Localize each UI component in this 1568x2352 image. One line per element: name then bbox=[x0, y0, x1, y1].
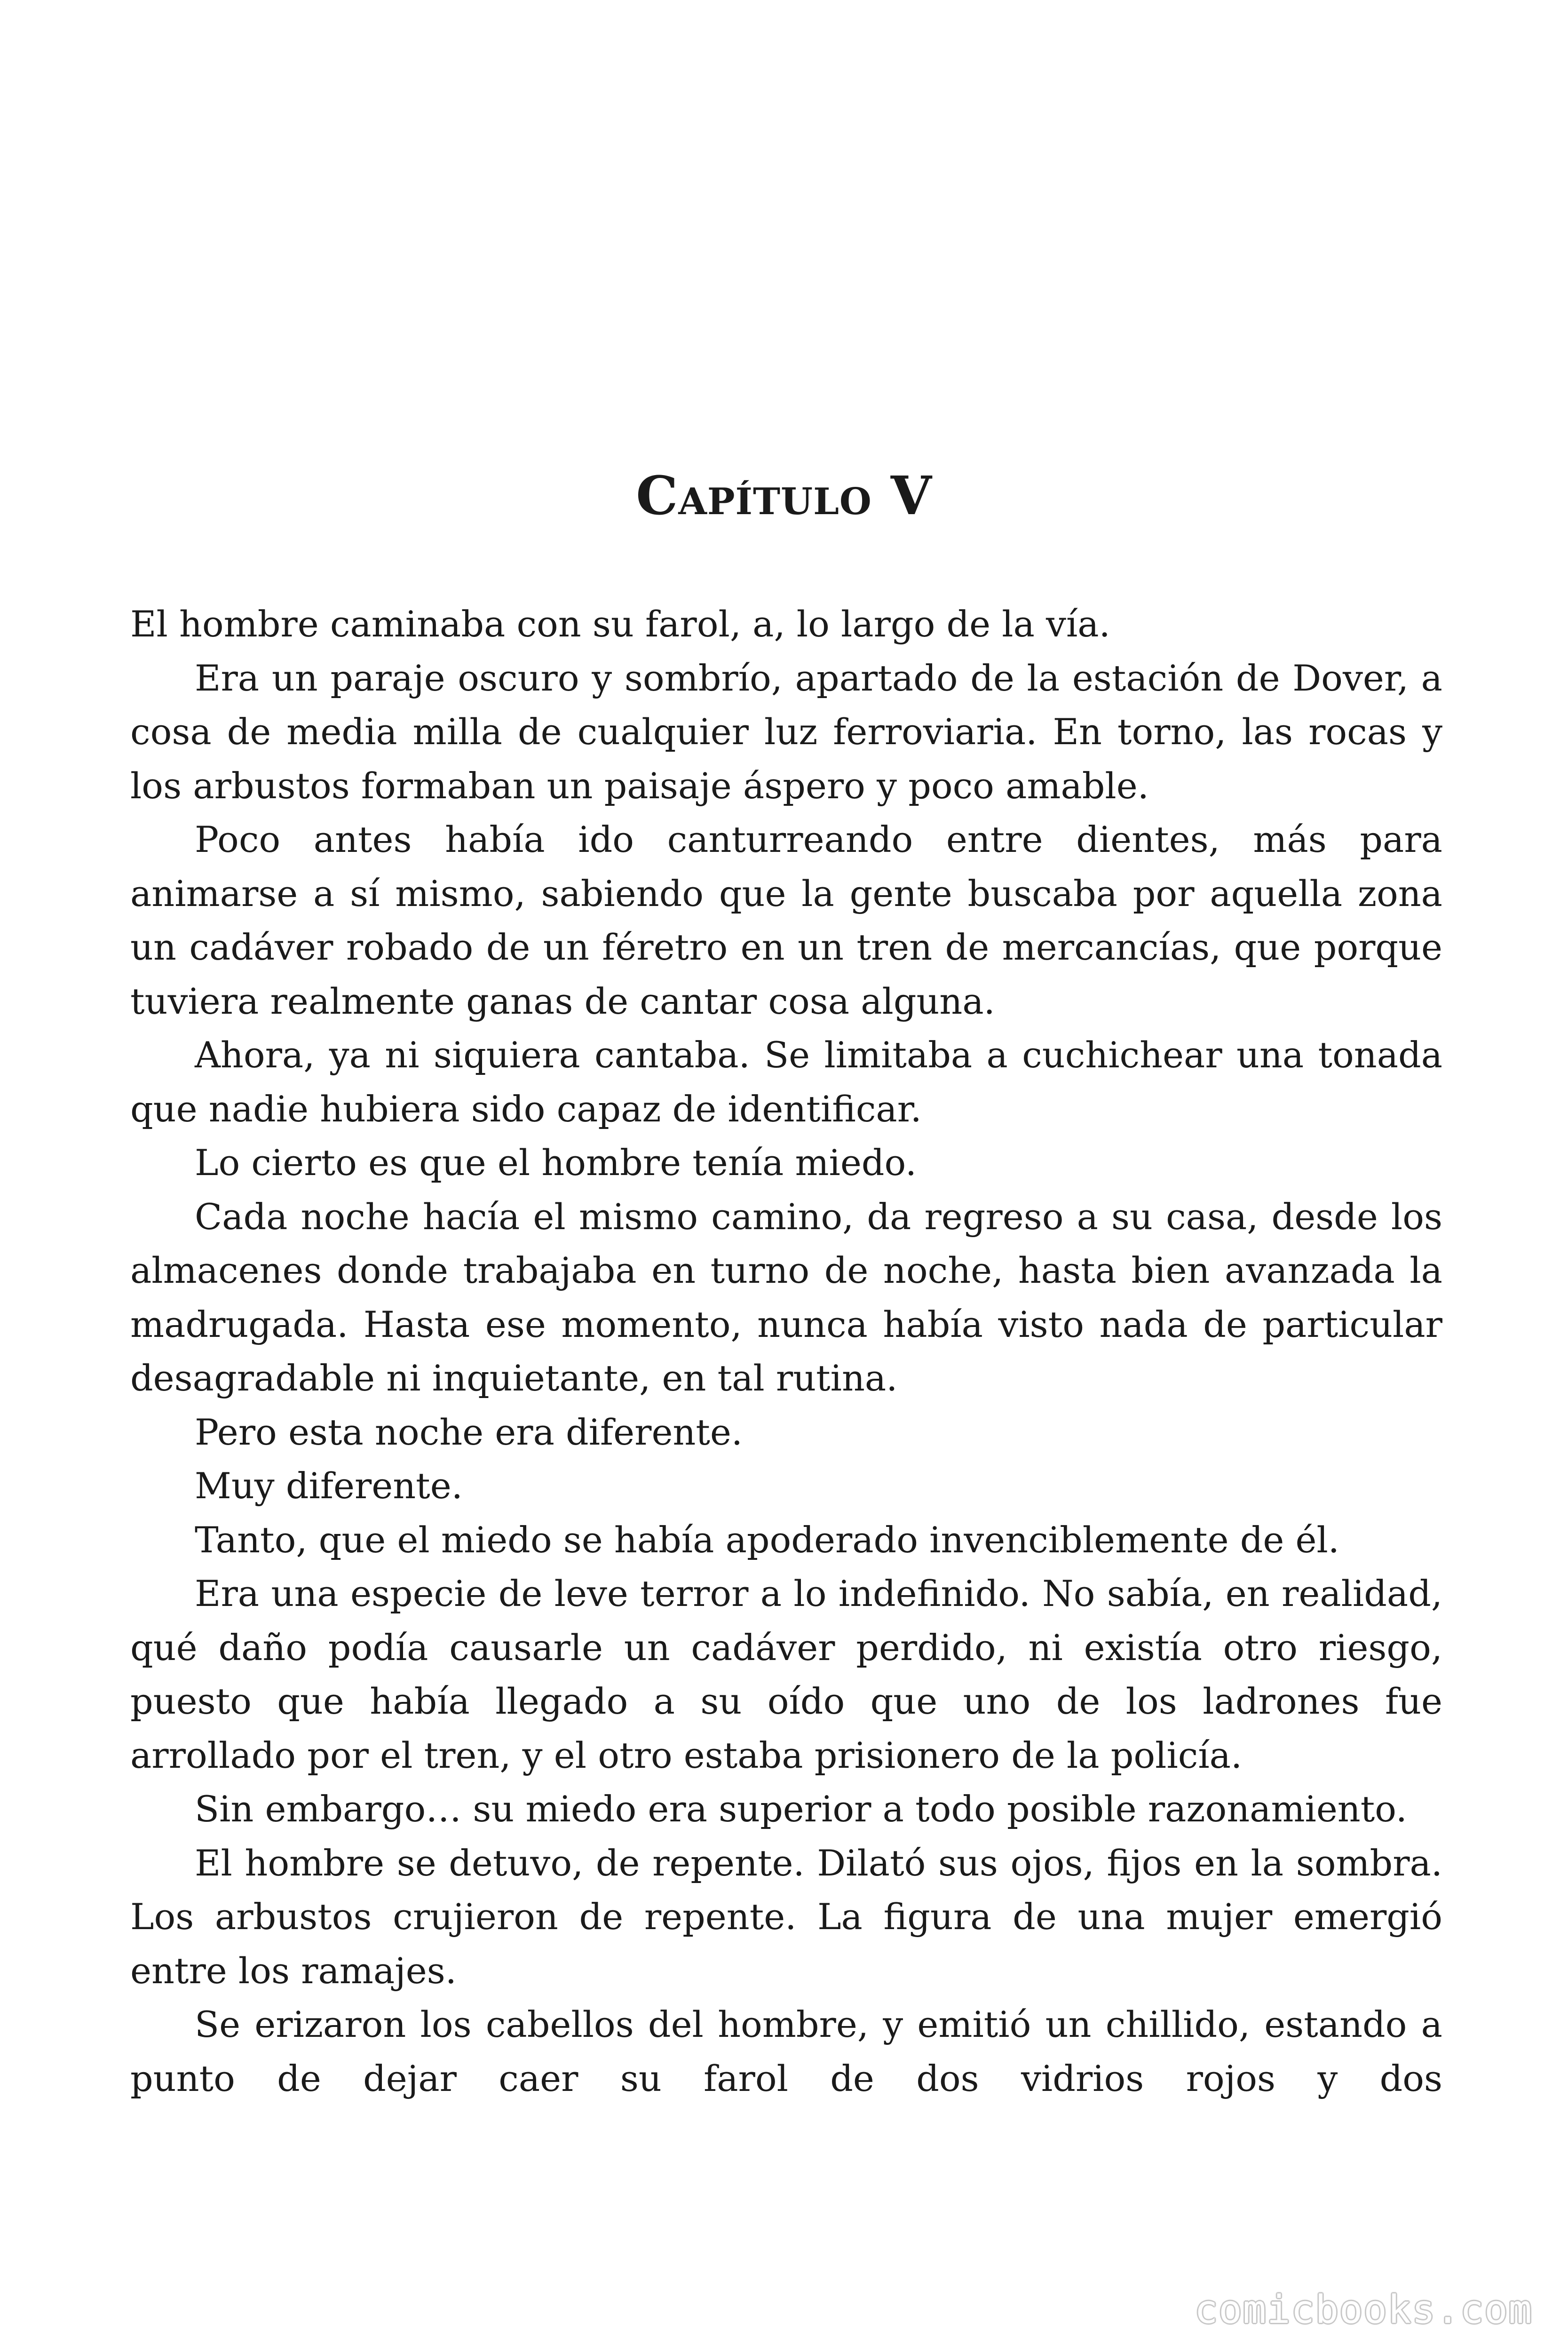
paragraph: Cada noche hacía el mismo camino, da regreso a su casa, desde los almacenes donde trabajaba en turno de noche, hasta bien avanzada la madrugada. Hasta ese momento, nunca había visto nada de particular desagradable ni inquietante, en tal rutina. bbox=[130, 1195, 1442, 1399]
paragraph: Sin embargo… su miedo era superior a todo posible razonamiento. bbox=[195, 1788, 1407, 1830]
paragraph: Se erizaron los cabellos del hombre, y emitió un chillido, estando a punto de dejar caer su farol de dos vidrios rojos y dos bbox=[130, 2003, 1442, 2099]
paragraph: Muy diferente. bbox=[195, 1465, 463, 1507]
paragraph: Ahora, ya ni siquiera cantaba. Se limitaba a cuchichear una tonada que nadie hubiera sido capaz de identificar. bbox=[130, 1034, 1442, 1130]
paragraph: El hombre caminaba con su farol, a, lo largo de la vía. bbox=[130, 603, 1110, 645]
paragraph: Era un paraje oscuro y sombrío, apartado de la estación de Dover, a cosa de media milla de cualquier luz ferroviaria. En torno, las rocas y los arbustos formaban un paisaje áspero y poco amable. bbox=[130, 657, 1442, 807]
chapter-title: Capítulo V bbox=[636, 465, 932, 527]
paragraph: Poco antes había ido canturreando entre dientes, más para animarse a sí mismo, sabiendo que la gente buscaba por aquella zona un cadáver robado de un féretro en un tren de mercancías, que porque tuviera realmente ganas de cantar cosa alguna. bbox=[130, 818, 1442, 1022]
paragraph: Tanto, que el miedo se había apoderado invenciblemente de él. bbox=[195, 1518, 1339, 1561]
watermark: comicbooks.com bbox=[1194, 2288, 1533, 2332]
paragraph: Lo cierto es que el hombre tenía miedo. bbox=[195, 1142, 917, 1184]
body-text bbox=[130, 597, 1442, 2106]
paragraph: Pero esta noche era diferente. bbox=[195, 1411, 743, 1453]
paragraph: Era una especie de leve terror a lo indefinido. No sabía, en realidad, qué daño podía causarle un cadáver perdido, ni existía otro riesgo, puesto que había llegado a su oído que uno de los ladrones fue arrollado por el tren, y el otro estaba prisionero de la policía. bbox=[130, 1573, 1442, 1776]
paragraph: El hombre se detuvo, de repente. Dilató sus ojos, fijos en la sombra. Los arbustos crujieron de repente. La figura de una mujer emergió entre los ramajes. bbox=[130, 1842, 1442, 1992]
